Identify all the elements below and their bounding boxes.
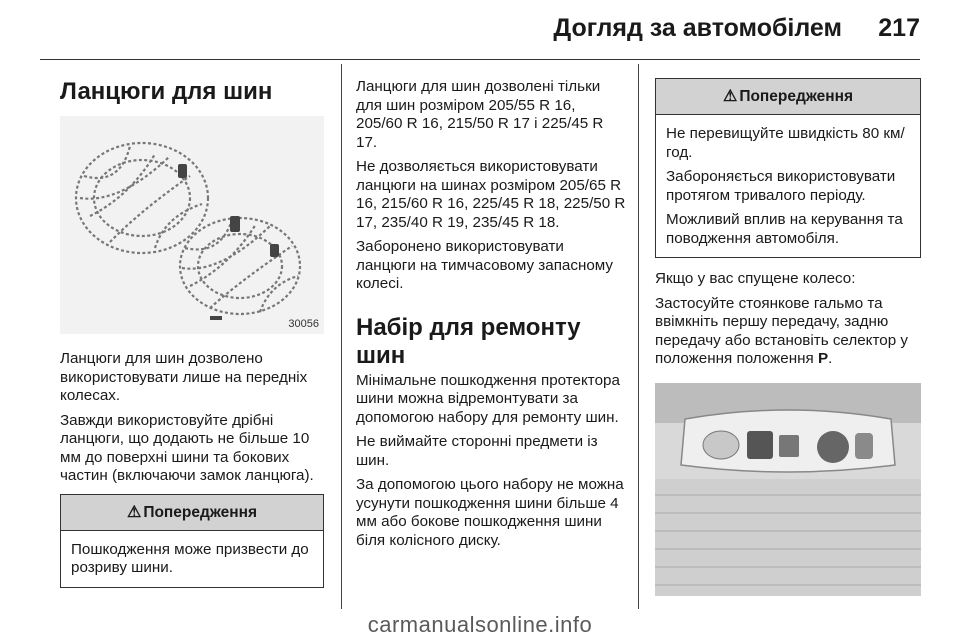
paragraph: Ланцюги для шин дозволено використовувати лише на передніх колесах. (60, 350, 308, 404)
warning-title: Попередження (739, 88, 854, 105)
warning-text: Можливий вплив на керування та поводження автомобіля. (666, 211, 903, 247)
section-heading-snow-chains: Ланцюги для шин (60, 78, 273, 105)
section-heading-repair-kit: Набір для ремонту шин (356, 313, 581, 369)
column-divider-1 (341, 64, 342, 609)
trunk-illustration (655, 383, 921, 596)
page-header (0, 0, 960, 62)
watermark: carmanualsonline.info (367, 612, 593, 637)
paragraph: Не виймайте сторонні предмети із шин. (356, 433, 598, 469)
page-number: 217 (878, 14, 920, 42)
column-1 (60, 78, 324, 588)
paragraph: Заборонено використовувати ланцюги на тимчасовому запасному колесі. (356, 238, 614, 292)
paragraph: Не дозволяється використовувати ланцюги на шинах розміром 205/65 R 16, 215/60 R 16, 225/45 R 18, 225/50 R 17, 235/40 R 19, 235/45 R 18. (356, 158, 626, 231)
warning-triangle-icon: ⚠ (722, 88, 738, 105)
header-title: Догляд за автомобілем (553, 14, 842, 42)
gear-position-p: P (817, 350, 829, 367)
warning-header (61, 495, 323, 531)
figure-number: 30056 (288, 318, 319, 330)
warning-text: Пошкодження може призвести до розриву шини. (71, 540, 309, 576)
warning-title: Попередження (143, 503, 258, 521)
paragraph-end: . (828, 350, 833, 367)
column-3 (655, 78, 921, 596)
paragraph (655, 295, 921, 369)
warning-triangle-icon: ⚠ (126, 503, 142, 521)
paragraph: За допомогою цього набору не можна усунути пошкодження шини більше 4 мм або бокове пошкодження шини біля колісного диску. (356, 476, 624, 549)
warning-text: Не перевищуйте швидкість 80 км/год. (666, 125, 905, 161)
paragraph: Якщо у вас спущене колесо: (655, 270, 856, 287)
trunk-repair-kit-photo (655, 383, 921, 596)
paragraph: Завжди використовуйте дрібні ланцюги, що додають не більше 10 мм до поверхні шини та бокових частин (включаючи замок ланцюга). (60, 411, 314, 484)
paragraph: Ланцюги для шин дозволені тільки для шин розміром 205/55 R 16, 205/60 R 16, 215/50 R 17 і 225/45 R 17. (356, 78, 604, 151)
warning-box (655, 78, 921, 258)
warning-text: Забороняється використовувати протягом тривалого періоду. (666, 168, 896, 204)
header-rule (40, 59, 920, 60)
paragraph-text: Застосуйте стоянкове гальмо та ввімкніть першу передачу, задню передачу або встановіть селектор у положення положення (655, 294, 908, 367)
paragraph: Мінімальне пошкодження протектора шини можна відремонтувати за допомогою набору для ремонту шин. (356, 371, 620, 426)
warning-header (656, 79, 920, 115)
column-divider-2 (638, 64, 639, 609)
snow-chains-illustration (60, 116, 324, 334)
column-2 (356, 78, 626, 556)
warning-box (60, 494, 324, 588)
snow-chains-figure (60, 116, 324, 334)
